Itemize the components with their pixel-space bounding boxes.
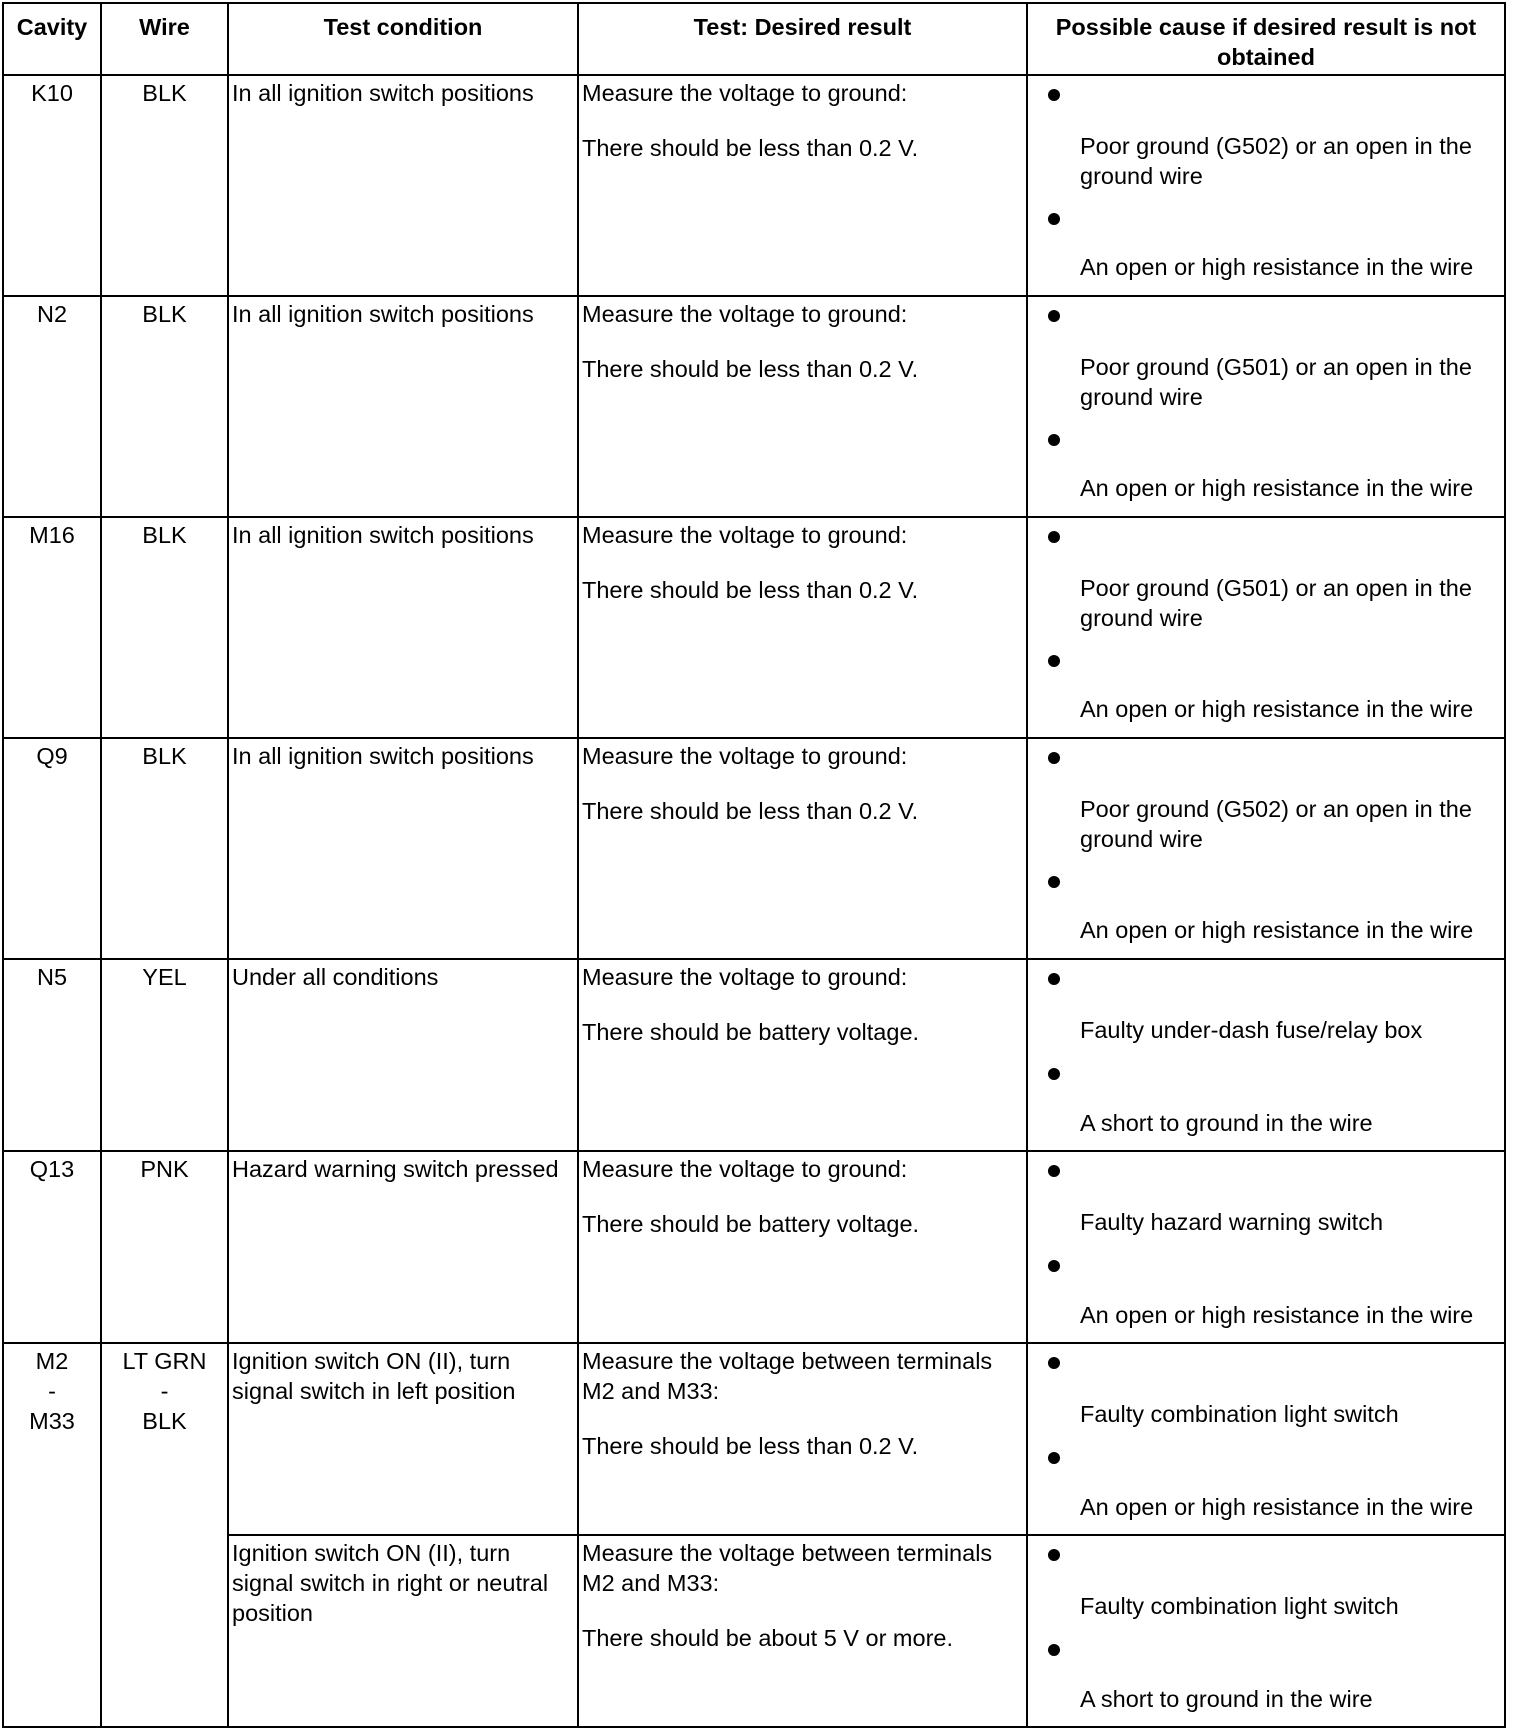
cause-text: Poor ground (G502) or an open in the ground wire (1080, 796, 1472, 852)
cause-text: Faulty combination light switch (1080, 1593, 1399, 1619)
test-condition-text: In all ignition switch positions (232, 522, 534, 548)
test-condition-text: In all ignition switch positions (232, 743, 534, 769)
test-condition-cell (228, 75, 578, 296)
result-instruction: Measure the voltage to ground: (582, 522, 908, 548)
table-row (3, 75, 1505, 296)
desired-result-cell (578, 296, 1027, 517)
possible-cause-cell (1027, 959, 1505, 1151)
header-desired-result: Test: Desired result (578, 3, 1027, 75)
cause-text: Faulty combination light switch (1080, 1401, 1399, 1427)
cavity-cell: Q9 (3, 738, 101, 959)
test-condition-cell (228, 296, 578, 517)
header-row (3, 3, 1505, 75)
desired-result-cell (578, 75, 1027, 296)
result-expectation: There should be battery voltage. (582, 1211, 920, 1237)
cavity-cell (3, 1343, 101, 1727)
cavity-cell: Q13 (3, 1151, 101, 1343)
wire-cell: PNK (101, 1151, 228, 1343)
possible-cause-cell (1027, 296, 1505, 517)
bullet-icon (1048, 1644, 1060, 1656)
cause-text: An open or high resistance in the wire (1080, 1494, 1474, 1520)
cavity-cell: K10 (3, 75, 101, 296)
wire-cell: BLK (101, 517, 228, 738)
cause-text: Faulty hazard warning switch (1080, 1209, 1384, 1235)
bullet-icon (1048, 1260, 1060, 1272)
result-expectation: There should be less than 0.2 V. (582, 356, 919, 382)
bullet-icon (1048, 531, 1060, 543)
possible-cause-cell (1027, 517, 1505, 738)
header-cavity: Cavity (3, 3, 101, 75)
table-row (3, 517, 1505, 738)
wire-cell: BLK (101, 75, 228, 296)
bullet-icon (1048, 1357, 1060, 1369)
header-possible-cause: Possible cause if desired result is not obtained (1027, 3, 1505, 75)
result-instruction: Measure the voltage to ground: (582, 301, 908, 327)
result-instruction: Measure the voltage to ground: (582, 1156, 908, 1182)
test-condition-cell (228, 738, 578, 959)
possible-cause-cell (1027, 1151, 1505, 1343)
cause-text: An open or high resistance in the wire (1080, 254, 1474, 280)
test-condition-cell (228, 1151, 578, 1343)
cause-text: An open or high resistance in the wire (1080, 917, 1474, 943)
bullet-icon (1048, 1068, 1060, 1080)
bullet-icon (1048, 973, 1060, 985)
wire-top: LT GRN (122, 1348, 207, 1374)
test-condition-cell (228, 959, 578, 1151)
wire-cell: YEL (101, 959, 228, 1151)
cause-text: Faulty under-dash fuse/relay box (1080, 1017, 1423, 1043)
table-row (3, 959, 1505, 1151)
wire-cell: BLK (101, 296, 228, 517)
cause-text: A short to ground in the wire (1080, 1686, 1373, 1712)
desired-result-cell (578, 1343, 1027, 1535)
bullet-icon (1048, 1165, 1060, 1177)
test-condition-text: In all ignition switch positions (232, 80, 534, 106)
bullet-icon (1048, 213, 1060, 225)
test-condition-text: Ignition switch ON (II), turn signal switch in right or neutral position (232, 1540, 549, 1626)
result-expectation: There should be battery voltage. (582, 1019, 920, 1045)
bullet-icon (1048, 876, 1060, 888)
bullet-icon (1048, 1452, 1060, 1464)
possible-cause-cell (1027, 738, 1505, 959)
desired-result-cell (578, 738, 1027, 959)
result-expectation: There should be less than 0.2 V. (582, 577, 919, 603)
result-instruction: Measure the voltage to ground: (582, 80, 908, 106)
bullet-icon (1048, 434, 1060, 446)
wire-cell (101, 1343, 228, 1727)
test-condition-text: In all ignition switch positions (232, 301, 534, 327)
cause-text: A short to ground in the wire (1080, 1110, 1373, 1136)
wire-bottom: BLK (142, 1408, 187, 1434)
result-expectation: There should be about 5 V or more. (582, 1625, 953, 1651)
test-condition-cell (228, 1343, 578, 1535)
test-condition-text: Ignition switch ON (II), turn signal switch in left position (232, 1348, 516, 1404)
possible-cause-cell (1027, 75, 1505, 296)
result-instruction: Measure the voltage between terminals M2 and M33: (582, 1540, 993, 1596)
result-instruction: Measure the voltage to ground: (582, 964, 908, 990)
result-expectation: There should be less than 0.2 V. (582, 135, 919, 161)
header-wire: Wire (101, 3, 228, 75)
bullet-icon (1048, 1549, 1060, 1561)
test-condition-text: Under all conditions (232, 964, 439, 990)
bullet-icon (1048, 752, 1060, 764)
wire-separator: - (160, 1378, 169, 1404)
cavity-cell: N5 (3, 959, 101, 1151)
header-test-condition: Test condition (228, 3, 578, 75)
result-expectation: There should be less than 0.2 V. (582, 798, 919, 824)
table-row (3, 1151, 1505, 1343)
cavity-cell: N2 (3, 296, 101, 517)
cavity-bottom: M33 (29, 1408, 75, 1434)
desired-result-cell (578, 517, 1027, 738)
connector-test-table (2, 2, 1506, 1728)
cause-text: Poor ground (G501) or an open in the ground wire (1080, 575, 1472, 631)
result-instruction: Measure the voltage to ground: (582, 743, 908, 769)
desired-result-cell (578, 959, 1027, 1151)
result-expectation: There should be less than 0.2 V. (582, 1433, 919, 1459)
cause-text: Poor ground (G501) or an open in the ground wire (1080, 354, 1472, 410)
desired-result-cell (578, 1151, 1027, 1343)
bullet-icon (1048, 310, 1060, 322)
cavity-separator: - (48, 1378, 56, 1404)
test-condition-cell (228, 517, 578, 738)
possible-cause-cell (1027, 1343, 1505, 1535)
cause-text: An open or high resistance in the wire (1080, 475, 1474, 501)
table-row (3, 738, 1505, 959)
test-condition-cell (228, 1535, 578, 1727)
desired-result-cell (578, 1535, 1027, 1727)
table-row (3, 296, 1505, 517)
cause-text: An open or high resistance in the wire (1080, 1302, 1474, 1328)
cavity-top: M2 (35, 1348, 69, 1374)
table-row (3, 1343, 1505, 1535)
test-condition-text: Hazard warning switch pressed (232, 1156, 559, 1182)
cavity-cell: M16 (3, 517, 101, 738)
bullet-icon (1048, 89, 1060, 101)
cause-text: An open or high resistance in the wire (1080, 696, 1474, 722)
bullet-icon (1048, 655, 1060, 667)
table-row (3, 1535, 1505, 1727)
result-instruction: Measure the voltage between terminals M2 and M33: (582, 1348, 993, 1404)
cause-text: Poor ground (G502) or an open in the ground wire (1080, 133, 1472, 189)
possible-cause-cell (1027, 1535, 1505, 1727)
wire-cell: BLK (101, 738, 228, 959)
